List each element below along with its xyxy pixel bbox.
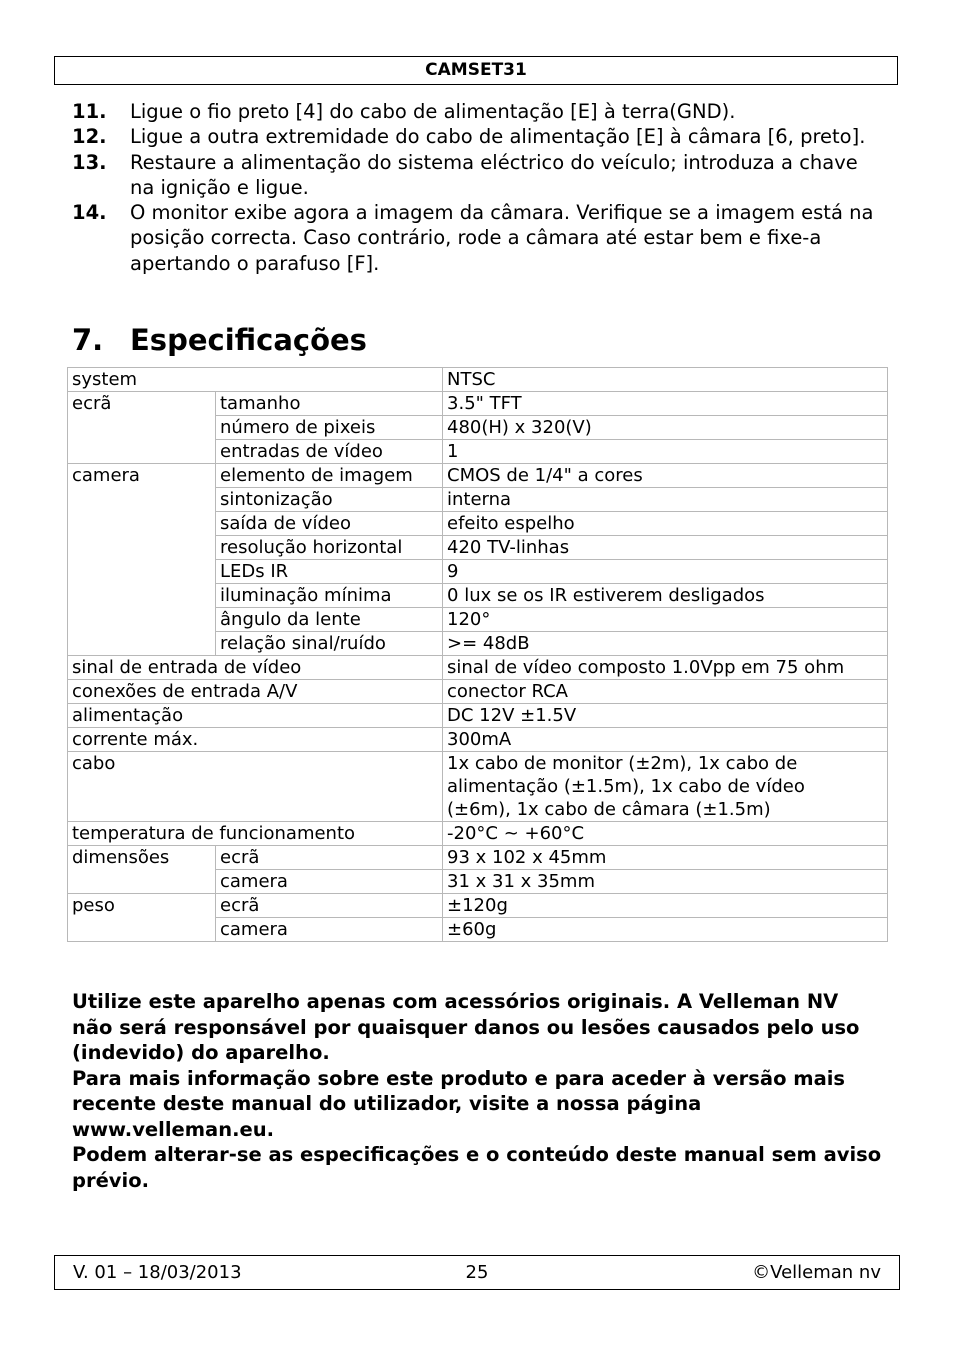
spec-group-label: peso — [68, 894, 216, 942]
spec-value: 0 lux se os IR estiverem desligados — [443, 584, 888, 608]
spec-value: CMOS de 1/4" a cores — [443, 464, 888, 488]
list-item — [72, 150, 882, 201]
table-row — [68, 752, 888, 822]
table-row — [68, 368, 888, 392]
page-number: 25 — [465, 1262, 489, 1283]
spec-label: conexões de entrada A/V — [68, 680, 443, 704]
spec-label: temperatura de funcionamento — [68, 822, 443, 846]
step-number: 12. — [72, 125, 107, 149]
cable-line: (±6m), 1x cabo de câmara (±1.5m) — [447, 799, 771, 820]
spec-value: sinal de vídeo composto 1.0Vpp em 75 ohm — [443, 656, 888, 680]
spec-label: corrente máx. — [68, 728, 443, 752]
spec-label: elemento de imagem — [216, 464, 443, 488]
spec-group-label: camera — [68, 464, 216, 656]
table-row — [68, 392, 888, 416]
spec-value: 300mA — [443, 728, 888, 752]
spec-value: ±60g — [443, 918, 888, 942]
spec-value: 31 x 31 x 35mm — [443, 870, 888, 894]
copyright: ©Velleman nv — [752, 1262, 881, 1283]
table-row — [68, 464, 888, 488]
step-number: 11. — [72, 100, 107, 123]
spec-value — [443, 752, 888, 822]
spec-group-label: ecrã — [68, 392, 216, 464]
spec-value: conector RCA — [443, 680, 888, 704]
spec-label: ângulo da lente — [216, 608, 443, 632]
cable-line: alimentação (±1.5m), 1x cabo de vídeo — [447, 776, 805, 797]
spec-label: relação sinal/ruído — [216, 632, 443, 656]
step-text: O monitor exibe agora a imagem da câmara. Verifique se a imagem está na posição correcta. Caso contrário, rode a câmara até estar bem e fixe-a apertando o parafuso [F]. — [130, 201, 874, 275]
spec-label: LEDs IR — [216, 560, 443, 584]
spec-label: sinal de entrada de vídeo — [68, 656, 443, 680]
spec-group-label: dimensões — [68, 846, 216, 894]
spec-value: 93 x 102 x 45mm — [443, 846, 888, 870]
installation-steps — [72, 99, 882, 276]
list-item — [72, 99, 882, 124]
spec-value: 9 — [443, 560, 888, 584]
note-paragraph: Para mais informação sobre este produto e para aceder à versão mais recente deste manual do utilizador, visite a nossa página www.velleman.eu. — [72, 1066, 846, 1141]
spec-value: >= 48dB — [443, 632, 888, 656]
spec-value: 120° — [443, 608, 888, 632]
step-text: Restaure a alimentação do sistema eléctrico do veículo; introduza a chave na ignição e ligue. — [130, 150, 858, 199]
spec-label: cabo — [68, 752, 443, 822]
spec-label: ecrã — [216, 846, 443, 870]
section-heading — [72, 320, 367, 360]
spec-value: -20°C ~ +60°C — [443, 822, 888, 846]
version-date: V. 01 – 18/03/2013 — [73, 1262, 242, 1283]
spec-label: iluminação mínima — [216, 584, 443, 608]
spec-value: 3.5" TFT — [443, 392, 888, 416]
spec-value: interna — [443, 488, 888, 512]
spec-label: ecrã — [216, 894, 443, 918]
document-title: CAMSET31 — [425, 60, 527, 80]
table-row — [68, 846, 888, 870]
list-item — [72, 124, 882, 149]
step-text: Ligue o fio preto [4] do cabo de alimentação [E] à terra(GND). — [130, 100, 736, 123]
page-header — [54, 56, 898, 85]
spec-value: 420 TV-linhas — [443, 536, 888, 560]
note-paragraph: Utilize este aparelho apenas com acessórios originais. A Velleman NV não será responsável por quaisquer danos ou lesões causados pelo uso (indevido) do aparelho. — [72, 990, 860, 1064]
table-row — [68, 894, 888, 918]
spec-label: resolução horizontal — [216, 536, 443, 560]
spec-label: camera — [216, 918, 443, 942]
spec-value: ±120g — [443, 894, 888, 918]
spec-value: 480(H) x 320(V) — [443, 416, 888, 440]
spec-value: NTSC — [443, 368, 888, 392]
table-row — [68, 656, 888, 680]
spec-label: tamanho — [216, 392, 443, 416]
spec-label: alimentação — [68, 704, 443, 728]
section-number: 7. — [72, 323, 104, 357]
table-row — [68, 680, 888, 704]
page-footer — [54, 1255, 900, 1290]
note-paragraph: Podem alterar-se as especificações e o conteúdo deste manual sem aviso prévio. — [72, 1143, 882, 1192]
spec-label: saída de vídeo — [216, 512, 443, 536]
spec-label: sintonização — [216, 488, 443, 512]
spec-value: DC 12V ±1.5V — [443, 704, 888, 728]
step-number: 13. — [72, 150, 107, 174]
spec-value: efeito espelho — [443, 512, 888, 536]
list-item — [72, 200, 882, 276]
spec-label: camera — [216, 870, 443, 894]
step-text: Ligue a outra extremidade do cabo de alimentação [E] à câmara [6, preto]. — [130, 125, 866, 149]
step-number: 14. — [72, 201, 107, 225]
spec-label: entradas de vídeo — [216, 440, 443, 464]
spec-label: system — [68, 368, 443, 392]
section-title: Especificações — [130, 323, 367, 357]
spec-label: número de pixeis — [216, 416, 443, 440]
specifications-table — [67, 367, 888, 942]
table-row — [68, 822, 888, 846]
spec-value: 1 — [443, 440, 888, 464]
table-row — [68, 728, 888, 752]
cable-line: 1x cabo de monitor (±2m), 1x cabo de — [447, 753, 798, 774]
table-row — [68, 704, 888, 728]
disclaimer-notes — [72, 989, 882, 1193]
